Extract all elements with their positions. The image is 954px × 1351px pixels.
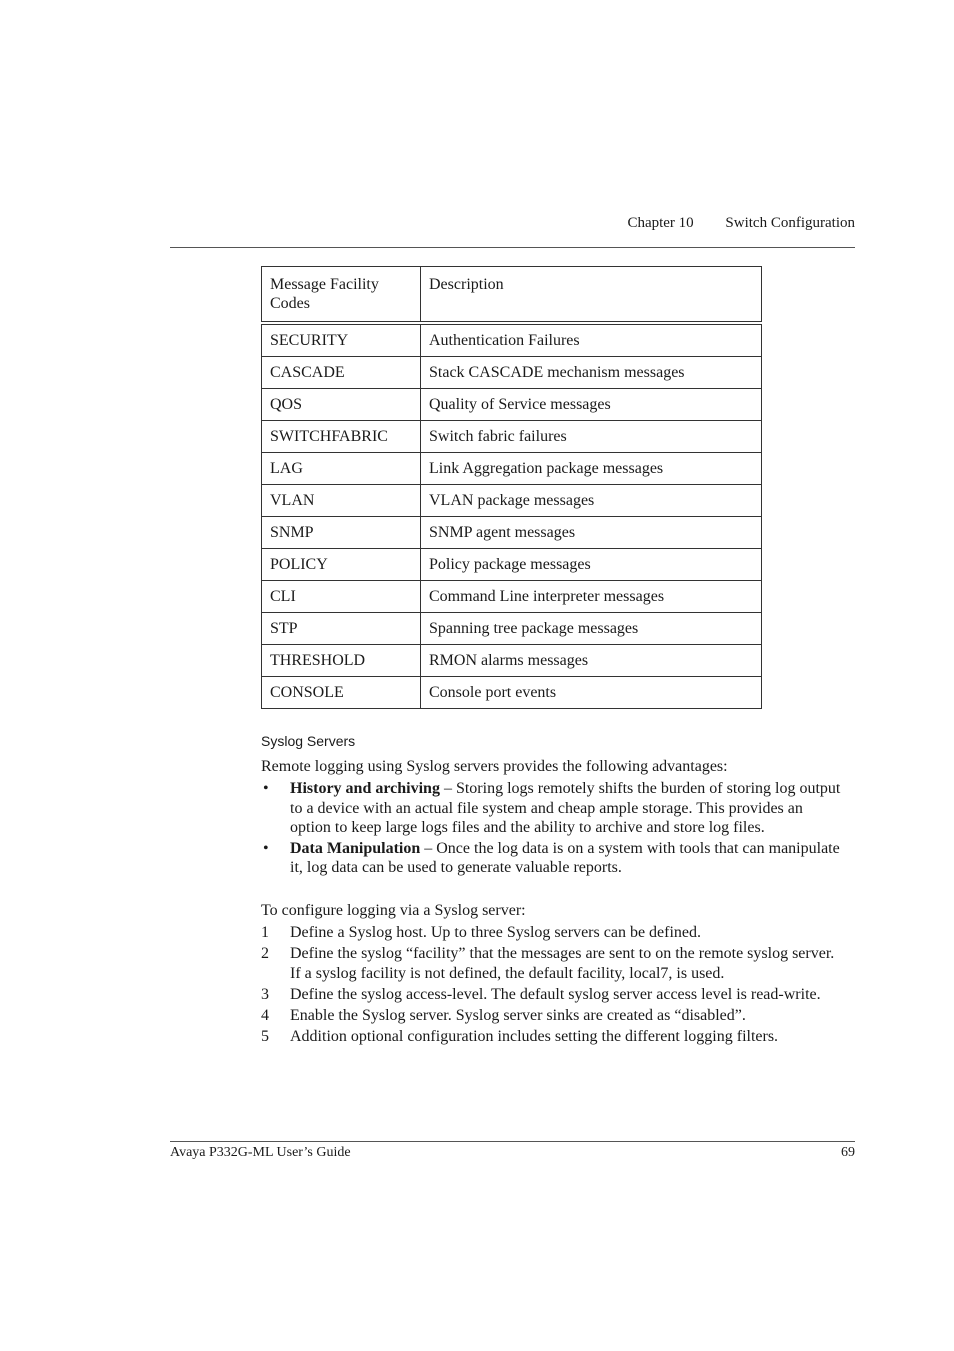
column-header: Message Facility Codes — [262, 267, 421, 324]
description-cell: RMON alarms messages — [421, 645, 762, 677]
facility-code-cell: CASCADE — [262, 357, 421, 389]
configure-intro: To configure logging via a Syslog server: — [261, 902, 526, 919]
advantages-list — [261, 779, 846, 879]
configure-steps — [261, 923, 846, 1048]
table-row — [262, 453, 762, 485]
table-row — [262, 517, 762, 549]
table-row — [262, 421, 762, 453]
step-item — [261, 1027, 846, 1047]
step-item — [261, 944, 846, 983]
description-cell: Command Line interpreter messages — [421, 581, 762, 613]
step-text: Define a Syslog host. Up to three Syslog servers can be defined. — [290, 924, 702, 941]
facility-code-cell: CLI — [262, 581, 421, 613]
facility-code-cell: SWITCHFABRIC — [262, 421, 421, 453]
chapter-label: Chapter 10 — [627, 215, 694, 231]
description-cell: Stack CASCADE mechanism messages — [421, 357, 762, 389]
table-row — [262, 357, 762, 389]
description-cell: Policy package messages — [421, 549, 762, 581]
step-text: Define the syslog access-level. The default syslog server access level is read-write. — [290, 985, 821, 1003]
facility-code-cell: STP — [262, 613, 421, 645]
column-header: Description — [421, 267, 762, 324]
list-item — [261, 839, 846, 878]
facility-code-cell: CONSOLE — [262, 677, 421, 709]
description-cell: Authentication Failures — [421, 323, 762, 357]
section-heading: Syslog Servers — [261, 733, 356, 749]
step-item — [261, 985, 846, 1005]
facility-codes-table — [261, 266, 762, 709]
description-cell: SNMP agent messages — [421, 517, 762, 549]
bullet-text: – Storing logs remotely shifts the burden of storing log output to a device with an actual file system and cheap ample storage. This provides an option to keep large logs files and the ability to archive and store log files. — [290, 780, 841, 836]
bullet-term: Data Manipulation — [290, 839, 421, 857]
description-cell: Spanning tree package messages — [421, 613, 762, 645]
step-number: 2 — [261, 945, 269, 962]
step-text: Enable the Syslog server. Syslog server sinks are created as “disabled”. — [290, 1006, 746, 1024]
description-cell: Console port events — [421, 677, 762, 709]
facility-code-cell: SNMP — [262, 517, 421, 549]
table-row — [262, 485, 762, 517]
description-cell: VLAN package messages — [421, 485, 762, 517]
page-number: 69 — [841, 1145, 855, 1160]
step-number: 5 — [261, 1027, 269, 1045]
table-header-row — [262, 267, 762, 324]
facility-code-cell: VLAN — [262, 485, 421, 517]
facility-code-cell: POLICY — [262, 549, 421, 581]
step-text: Addition optional configuration includes setting the different logging filters. — [290, 1027, 779, 1045]
bullet-text: – Once the log data is on a system with tools that can manipulate it, log data can be used to generate valuable reports. — [290, 839, 840, 876]
step-text: Define the syslog “facility” that the messages are sent to on the remote syslog server. If a syslog facility is not defined, the default facility, local7, is used. — [290, 945, 835, 982]
footer-title: Avaya P332G-ML User’s Guide — [170, 1145, 351, 1160]
page-header — [170, 215, 855, 248]
table-row — [262, 581, 762, 613]
step-item — [261, 923, 846, 943]
bullet-term: History and archiving — [290, 780, 440, 797]
table-row — [262, 323, 762, 357]
step-number: 1 — [261, 924, 269, 941]
intro-paragraph: Remote logging using Syslog servers provides the following advantages: — [261, 758, 728, 775]
bullet-icon: • — [263, 839, 269, 857]
table-row — [262, 389, 762, 421]
step-number: 3 — [261, 985, 269, 1003]
facility-code-cell: THRESHOLD — [262, 645, 421, 677]
description-cell: Switch fabric failures — [421, 421, 762, 453]
page-footer — [170, 1141, 855, 1160]
description-cell: Link Aggregation package messages — [421, 453, 762, 485]
bullet-icon: • — [263, 780, 269, 797]
section-label: Switch Configuration — [725, 215, 855, 231]
facility-code-cell: SECURITY — [262, 323, 421, 357]
list-item — [261, 779, 846, 838]
table-row — [262, 549, 762, 581]
step-item — [261, 1006, 846, 1026]
description-cell: Quality of Service messages — [421, 389, 762, 421]
table-row — [262, 645, 762, 677]
step-number: 4 — [261, 1006, 269, 1024]
table-row — [262, 613, 762, 645]
facility-code-cell: QOS — [262, 389, 421, 421]
table-row — [262, 677, 762, 709]
facility-code-cell: LAG — [262, 453, 421, 485]
